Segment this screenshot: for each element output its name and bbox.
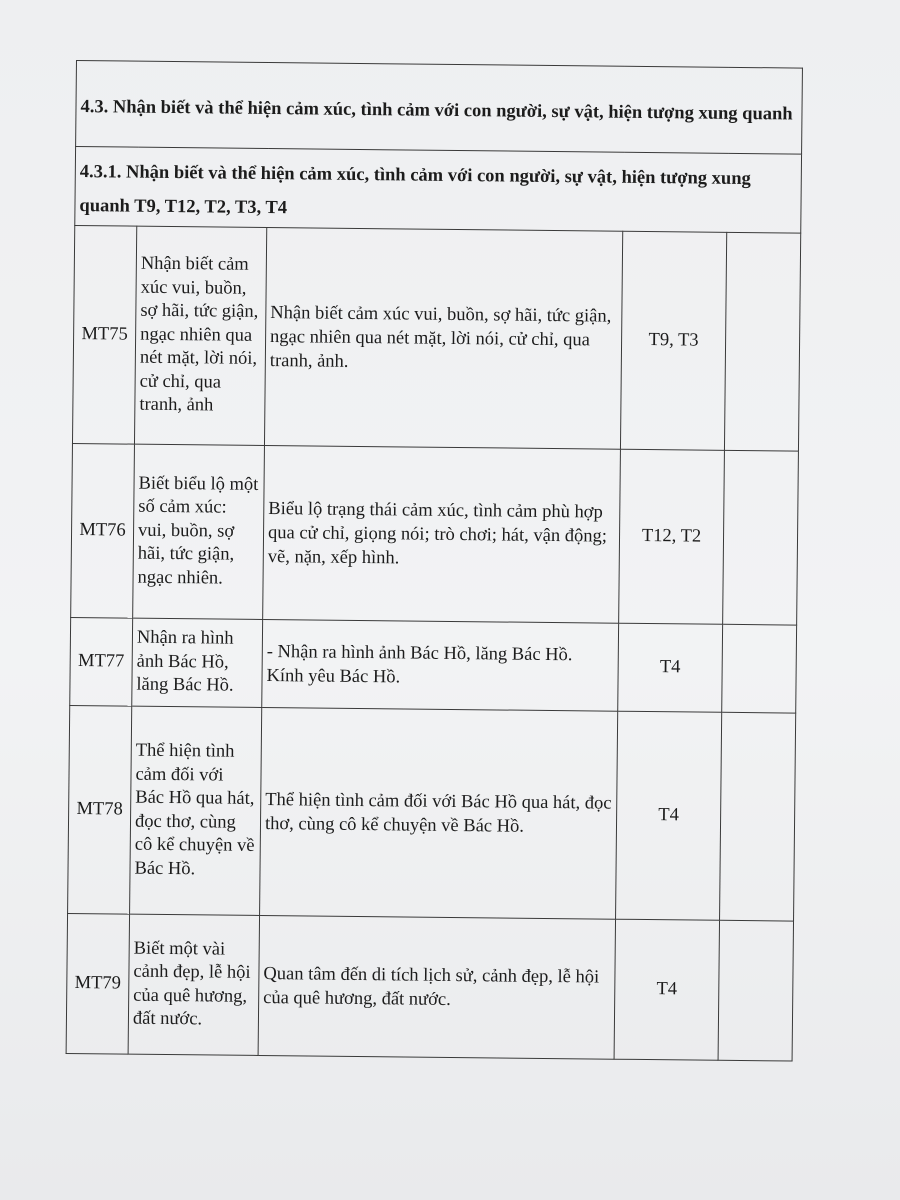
time-text: T4 <box>618 623 723 712</box>
goal-code: MT78 <box>68 705 132 914</box>
note-cell <box>723 450 799 625</box>
goal-code: MT79 <box>66 913 129 1054</box>
goal-text: Thể hiện tình cảm đối với Bác Hồ qua hát, đọc thơ, cùng cô kể chuyện về Bác Hồ. <box>130 706 262 915</box>
table-row <box>71 443 799 625</box>
content-text: Quan tâm đến di tích lịch sử, cảnh đẹp, lễ hội của quê hương, đất nước. <box>258 915 615 1059</box>
goal-text: Biết biểu lộ một số cảm xúc: vui, buồn, sợ hãi, tức giận, ngạc nhiên. <box>133 444 265 619</box>
note-cell <box>720 712 796 921</box>
note-cell <box>724 232 800 451</box>
content-text: Biểu lộ trạng thái cảm xúc, tình cảm phù hợp qua cử chỉ, giọng nói; trò chơi; hát, vận động; vẽ, nặn, xếp hình. <box>263 445 621 623</box>
subsection-heading: 4.3.1. Nhận biết và thể hiện cảm xúc, tình cảm với con người, sự vật, hiện tượng xung quanh T9, T12, T2, T3, T4 <box>75 147 802 234</box>
section-heading: 4.3. Nhận biết và thể hiện cảm xúc, tình cảm với con người, sự vật, hiện tượng xung quanh <box>76 61 803 155</box>
table-row <box>70 617 797 713</box>
content-text: Nhận biết cảm xúc vui, buồn, sợ hãi, tức giận, ngạc nhiên qua nét mặt, lời nói, cử chỉ, qua tranh, ảnh. <box>264 228 622 450</box>
goal-code: MT76 <box>71 443 135 618</box>
section-heading-row <box>76 61 803 155</box>
content-text: - Nhận ra hình ảnh Bác Hồ, lăng Bác Hồ. Kính yêu Bác Hồ. <box>262 619 619 711</box>
note-cell <box>722 624 797 713</box>
time-text: T4 <box>614 919 719 1060</box>
goal-text: Biết một vài cảnh đẹp, lễ hội của quê hương, đất nước. <box>128 914 259 1055</box>
time-text: T12, T2 <box>619 449 725 624</box>
subsection-heading-row <box>75 147 802 234</box>
time-text: T9, T3 <box>620 231 726 450</box>
goal-code: MT77 <box>70 617 133 706</box>
time-text: T4 <box>616 711 722 920</box>
content-text: Thể hiện tình cảm đối với Bác Hồ qua hát, đọc thơ, cùng cô kể chuyện về Bác Hồ. <box>260 707 618 919</box>
table-row <box>66 913 793 1061</box>
goal-text: Nhận biết cảm xúc vui, buồn, sợ hãi, tức giận, ngạc nhiên qua nét mặt, lời nói, cử chỉ, qua tranh, ảnh <box>134 226 266 445</box>
goal-code: MT75 <box>72 225 136 444</box>
table-row <box>68 705 796 921</box>
curriculum-table <box>66 60 803 1062</box>
table-row <box>72 225 800 451</box>
goal-text: Nhận ra hình ảnh Bác Hồ, lăng Bác Hồ. <box>132 618 263 707</box>
note-cell <box>718 920 794 1061</box>
